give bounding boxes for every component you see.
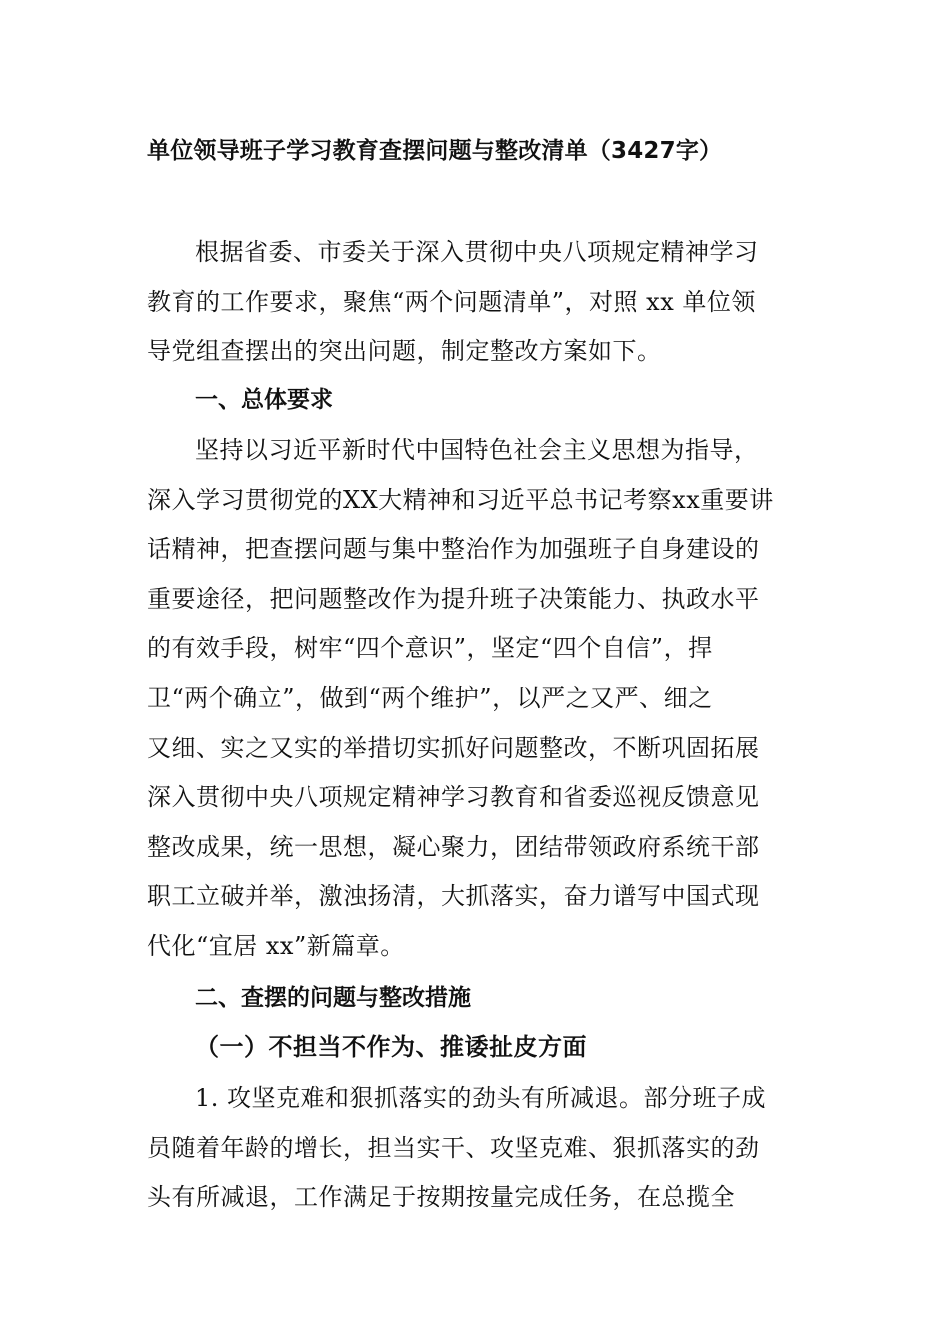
intro-line: 导党组查摆出的突出问题，制定整改方案如下。	[147, 337, 662, 366]
intro-line: 教育的工作要求，聚焦“两个问题清单”，对照 xx 单位领	[147, 287, 756, 316]
paragraph-line: 话精神，把查摆问题与集中整治作为加强班子自身建设的	[147, 535, 760, 564]
paragraph-line: 整改成果，统一思想，凝心聚力，团结带领政府系统干部	[147, 832, 760, 861]
section-heading-overall-requirements: 一、总体要求	[195, 387, 333, 413]
section1-paragraph	[147, 426, 807, 972]
paragraph-line: 坚持以习近平新时代中国特色社会主义思想为指导，	[195, 436, 759, 464]
paragraph-line: 代化“宜居 xx”新篇章。	[147, 931, 405, 960]
paragraph-line: 卫“两个确立”，做到“两个维护”，以严之又严、细之	[147, 683, 713, 712]
subsection-heading: （一）不担当不作为、推诿扯皮方面	[195, 1033, 587, 1061]
paragraph-line: 重要途径，把问题整改作为提升班子决策能力、执政水平	[147, 584, 760, 613]
intro-line: 根据省委、市委关于深入贯彻中央八项规定精神学习	[195, 238, 759, 266]
paragraph-line: 头有所减退，工作满足于按期按量完成任务，在总揽全	[147, 1183, 735, 1212]
item1-paragraph	[147, 1074, 807, 1223]
section-heading-problems-and-measures: 二、查摆的问题与整改措施	[195, 985, 471, 1011]
paragraph-line: 1. 攻坚克难和狠抓落实的劲头有所减退。部分班子成	[195, 1084, 767, 1112]
paragraph-line: 又细、实之又实的举措切实抓好问题整改，不断巩固拓展	[147, 733, 760, 762]
paragraph-line: 员随着年龄的增长，担当实干、攻坚克难、狠抓落实的劲	[147, 1133, 760, 1162]
paragraph-line: 深入学习贯彻党的XX大精神和习近平总书记考察xx重要讲	[147, 485, 774, 514]
document-title: 单位领导班子学习教育查摆问题与整改清单（3427字）	[147, 138, 723, 164]
paragraph-line: 的有效手段，树牢“四个意识”，坚定“四个自信”，捍	[147, 634, 713, 663]
paragraph-line: 深入贯彻中央八项规定精神学习教育和省委巡视反馈意见	[147, 783, 760, 812]
intro-paragraph	[147, 228, 807, 377]
paragraph-line: 职工立破并举，激浊扬清，大抓落实，奋力谱写中国式现	[147, 882, 760, 911]
